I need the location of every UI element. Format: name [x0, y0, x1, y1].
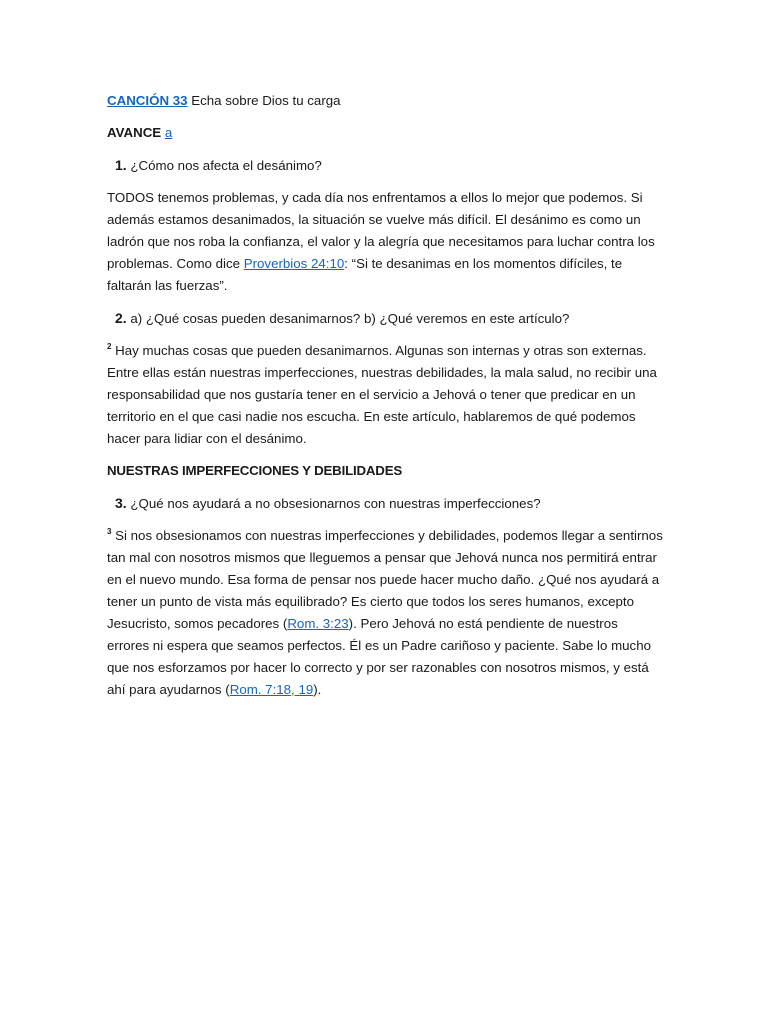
- question-number: 3.: [115, 495, 127, 511]
- question-2: [107, 307, 663, 330]
- question-1: [107, 154, 663, 177]
- section-heading: NUESTRAS IMPERFECCIONES Y DEBILIDADES: [107, 463, 403, 478]
- song-link[interactable]: CANCIÓN 33: [107, 93, 188, 108]
- paragraph-2: [107, 340, 663, 450]
- paragraph-text: TODOS tenemos problemas, y cada día nos enfrentamos a ellos lo mejor que podemos. Si además estamos desanimados, la situación se vuelve más difícil. El desánimo es como un ladrón que nos roba la confianza, el valor y la alegría que necesitamos para luchar contra los problemas. Como dice: [107, 190, 655, 271]
- question-number: 2.: [115, 310, 127, 326]
- paragraph-text: Hay muchas cosas que pueden desanimarnos. Algunas son internas y otras son externas. Entre ellas están nuestras imperfecciones, nuestras debilidades, la mala salud, no recibir una responsabilidad que nos gustaría tener en el servicio a Jehová o tener que predicar en un territorio en el que casi nadie nos escucha. En este artículo, hablaremos de qué podemos hacer para lidiar con el desánimo.: [107, 343, 657, 446]
- scripture-link-rom-3-23[interactable]: Rom. 3:23: [287, 616, 349, 631]
- song-title-row: [107, 90, 663, 112]
- paragraph-text: : “Si te desanimas en los momentos difíciles, te faltarán las fuerzas”.: [107, 256, 623, 293]
- question-text: ¿Cómo nos afecta el desánimo?: [130, 158, 322, 173]
- paragraph-number: 3: [107, 527, 112, 536]
- paragraph-3: [107, 525, 663, 701]
- question-3: [107, 492, 663, 515]
- paragraph-number: 2: [107, 342, 112, 351]
- question-text: ¿Qué nos ayudará a no obsesionarnos con nuestras imperfecciones?: [130, 496, 541, 511]
- paragraph-text: ). Pero Jehová no está pendiente de nuestros errores ni espera que seamos perfectos. Él es un Padre cariñoso y paciente. Sabe lo mucho que nos esforzamos por hacer lo correcto y por ser razonables con nosotros mismos, y está ahí para ayudarnos (: [107, 616, 651, 697]
- paragraph-1: [107, 187, 663, 297]
- avance-label: AVANCE: [107, 125, 162, 140]
- scripture-link-proverbios[interactable]: Proverbios 24:10: [243, 256, 345, 271]
- paragraph-text: ).: [313, 682, 322, 697]
- scripture-link-rom-7-18[interactable]: Rom. 7:18, 19: [229, 682, 314, 697]
- avance-link[interactable]: a: [164, 125, 173, 140]
- song-title: Echa sobre Dios tu carga: [191, 93, 341, 108]
- question-text: a) ¿Qué cosas pueden desanimarnos? b) ¿Qué veremos en este artículo?: [130, 311, 570, 326]
- question-number: 1.: [115, 157, 127, 173]
- document-page: [107, 90, 663, 711]
- paragraph-text: Si nos obsesionamos con nuestras imperfecciones y debilidades, podemos llegar a sentirnos tan mal con nosotros mismos que lleguemos a pensar que Jehová nunca nos permitirá entrar en el nuevo mundo. Esa forma de pensar nos puede hacer mucho daño. ¿Qué nos ayudará a tener un punto de vista más equilibrado? Es cierto que todos los seres humanos, excepto Jesucristo, somos pecadores (: [107, 528, 663, 631]
- avance-row: [107, 122, 663, 144]
